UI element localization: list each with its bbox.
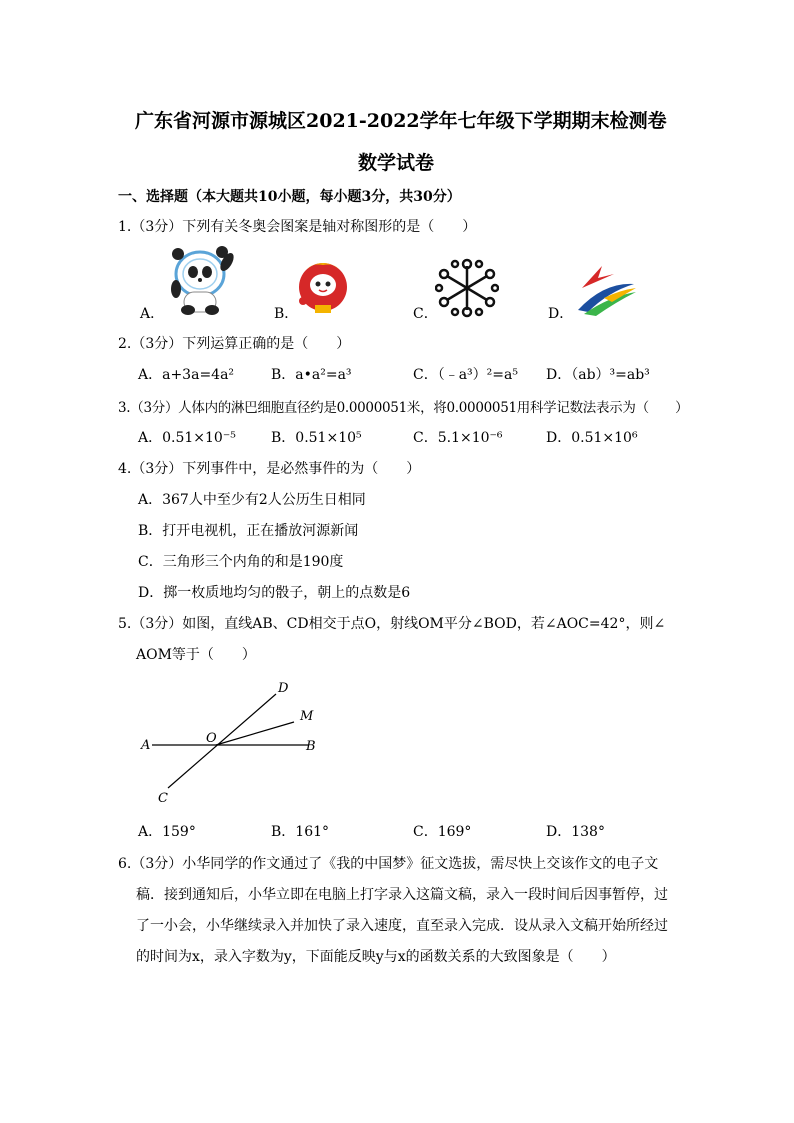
shuey-rhon-rhon-image (293, 255, 353, 317)
question-6-line-1: 6.（3分）小华同学的作文通过了《我的中国梦》征文选拔，需尽快上交该作文的电子文 (118, 856, 659, 872)
q4-option-b: B．打开电视机，正在播放河源新闻 (138, 523, 359, 539)
q3-option-a: A．0.51×10⁻⁵ (138, 430, 236, 446)
q5-option-d: D．138° (546, 824, 605, 840)
q2-option-d: D．（ab）³=ab³ (546, 367, 650, 383)
label-b: B (306, 739, 316, 754)
q4-option-a: A．367人中至少有2人公历生日相同 (138, 492, 366, 508)
label-c: C (158, 791, 168, 806)
label-a: A (141, 738, 151, 753)
snowflake-emblem-image (435, 258, 499, 318)
q2-option-b: B．a•a²=a³ (271, 367, 352, 383)
question-6-line-2: 稿．接到通知后，小华立即在电脑上打字录入这篇文稿，录入一段时间后因事暂停，过 (136, 887, 668, 903)
q1-option-a-label: A． (140, 306, 165, 322)
question-4-stem: 4.（3分）下列事件中，是必然事件的为（ ） (118, 461, 421, 477)
bing-dwen-dwen-image (160, 244, 240, 316)
q3-option-b: B．0.51×10⁵ (271, 430, 362, 446)
q2-option-c: C．（﹣a³）²=a⁵ (413, 367, 518, 383)
intersecting-lines-figure (130, 672, 330, 812)
section-heading: 一、选择题（本大题共10小题，每小题3分，共30分） (118, 189, 461, 205)
q5-option-b: B．161° (271, 824, 330, 840)
q2-option-a: A．a+3a=4a² (138, 367, 235, 383)
question-2-stem: 2.（3分）下列运算正确的是（ ） (118, 336, 351, 352)
q1-option-b-label: B． (274, 306, 299, 322)
question-5-stem-line-2: AOM等于（ ） (136, 647, 256, 663)
label-m: M (300, 709, 314, 724)
label-d: D (278, 681, 289, 696)
ray-om (216, 722, 294, 745)
question-6-line-4: 的时间为x，录入字数为y，下面能反映y与x的函数关系的大致图象是（ ） (136, 949, 616, 965)
page-title: 广东省河源市源城区2021-2022学年七年级下学期期末检测卷 (135, 110, 667, 132)
question-5-stem-line-1: 5.（3分）如图，直线AB、CD相交于点O，射线OM平分∠BOD，若∠AOC=42°，则∠ (118, 616, 666, 632)
q3-option-c: C．5.1×10⁻⁶ (413, 430, 503, 446)
q5-option-c: C．169° (413, 824, 472, 840)
question-3-stem: 3.（3分）人体内的淋巴细胞直径约是0.0000051米，将0.0000051用科学记数法表示为（ ） (118, 400, 689, 416)
q1-option-d-label: D． (548, 306, 574, 322)
q1-option-c-label: C． (413, 306, 438, 322)
q4-option-c: C．三角形三个内角的和是190度 (138, 554, 344, 570)
question-1-stem: 1.（3分）下列有关冬奥会图案是轴对称图形的是（ ） (118, 219, 477, 235)
question-6-line-3: 了一小会，小华继续录入并加快了录入速度，直至录入完成．设从录入文稿开始所经过 (136, 918, 668, 934)
label-o: O (206, 731, 217, 746)
q4-option-d: D．掷一枚质地均匀的骰子，朝上的点数是6 (138, 585, 411, 601)
q5-option-a: A．159° (138, 824, 196, 840)
page-subtitle: 数学试卷 (358, 152, 435, 174)
winter-games-logo-image (574, 262, 640, 316)
q3-option-d: D．0.51×10⁶ (546, 430, 638, 446)
line-cd (168, 694, 276, 788)
